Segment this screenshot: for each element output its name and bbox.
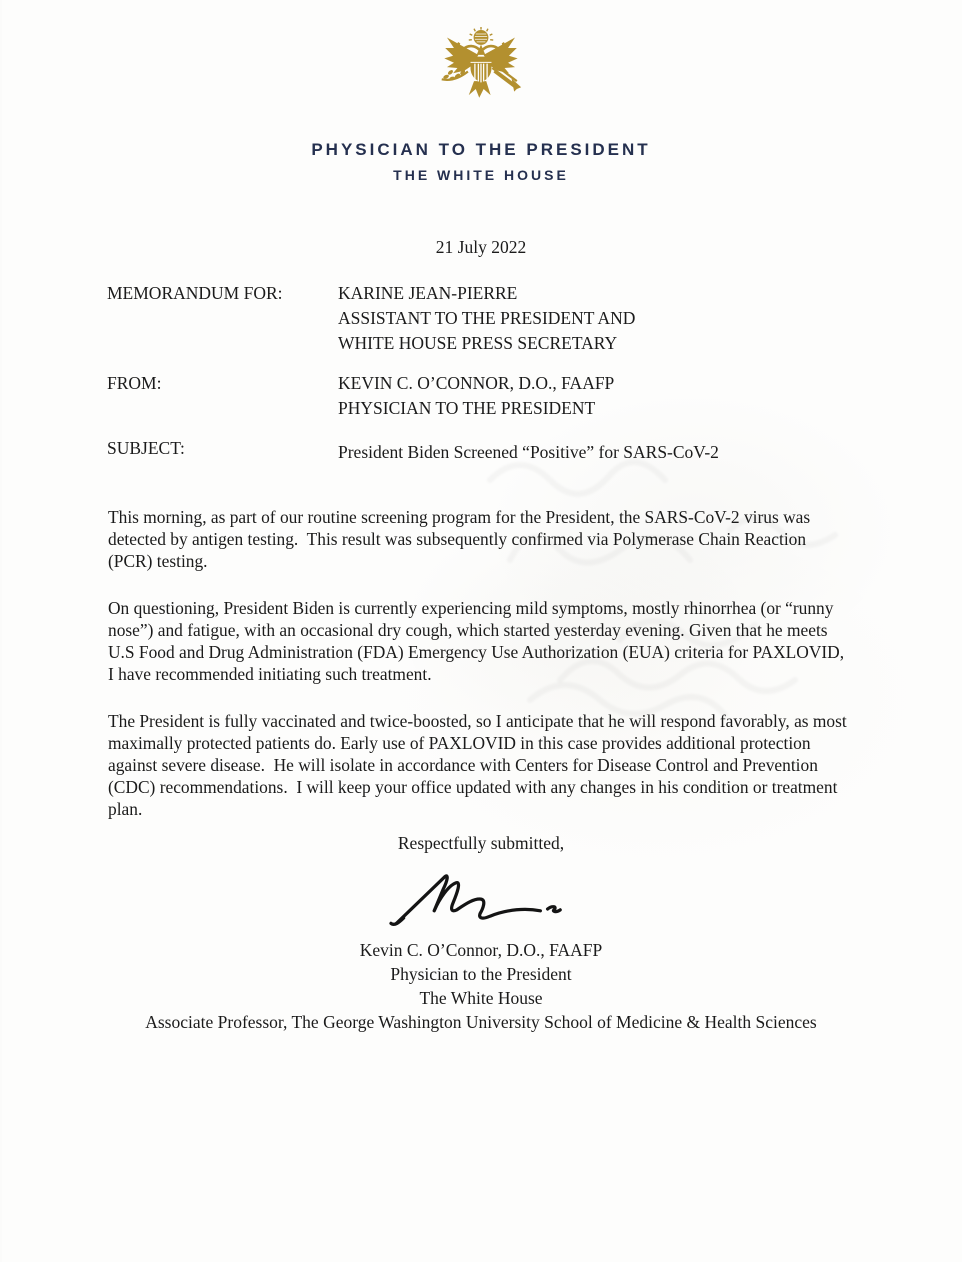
memo-body [108, 506, 852, 845]
memo-field-label: MEMORANDUM FOR: [107, 283, 283, 303]
memo-header-block [107, 281, 847, 480]
memo-field-memorandum-for [107, 281, 847, 356]
document-date: 21 July 2022 [435, 237, 527, 257]
memo-field-subject [107, 436, 847, 465]
body-paragraph: The President is fully vaccinated and twice-boosted, so I anticipate that he will respond favorably, as most maximally protected patients do. Early use of PAXLOVID in this case provides additional protection against severe disease. He will isolate in accordance with Centers for Disease Control and Prevention (CDC) recommendations. I will keep your office updated with any changes in his condition or treatment plan. [108, 711, 852, 819]
memo-field-label: FROM: [107, 373, 162, 393]
closing-salutation: Respectfully submitted, [397, 833, 565, 853]
handwritten-signature-icon [376, 864, 586, 936]
recipient-title-line-1: ASSISTANT TO THE PRESIDENT AND [338, 308, 636, 328]
memo-field-from [107, 371, 847, 421]
letterhead-title: PHYSICIAN TO THE PRESIDENT [311, 140, 651, 159]
body-paragraph: This morning, as part of our routine screening program for the President, the SARS-CoV-2 virus was detected by antigen testing. This result was subsequently confirmed via Polymerase Chain Reaction (PCR) testing. [108, 507, 815, 571]
closing-block [0, 833, 962, 1034]
presidential-eagle-seal-icon [433, 26, 529, 124]
signer-name: Kevin C. O’Connor, D.O., FAAFP [359, 940, 603, 960]
subject-text: President Biden Screened “Positive” for SARS-CoV-2 [338, 442, 719, 462]
signer-organization: The White House [419, 988, 543, 1008]
recipient-name: KARINE JEAN-PIERRE [338, 283, 518, 303]
recipient-title-line-2: WHITE HOUSE PRESS SECRETARY [338, 333, 618, 353]
letterhead-subtitle: THE WHITE HOUSE [393, 167, 569, 183]
sender-name: KEVIN C. O’CONNOR, D.O., FAAFP [338, 373, 615, 393]
memo-field-value [338, 436, 847, 465]
sender-title: PHYSICIAN TO THE PRESIDENT [338, 398, 596, 418]
body-paragraph: On questioning, President Biden is currently experiencing mild symptoms, mostly rhinorrhea (or “runny nose”) and fatigue, with an occasional dry cough, which started yesterday evening. Given that he meets U.S Food and Drug Administration (FDA) Emergency Use Authorization (EUA) criteria for PAXLOVID, I have recommended initiating such treatment. [108, 598, 849, 684]
memo-field-value [338, 281, 847, 356]
memo-field-value [338, 371, 847, 421]
memo-field-label: SUBJECT: [107, 438, 185, 458]
signer-affiliation: Associate Professor, The George Washington University School of Medicine & Health Sciences [145, 1012, 817, 1032]
signature-block [0, 938, 962, 1034]
letterhead [0, 26, 962, 183]
signer-title: Physician to the President [390, 964, 572, 984]
